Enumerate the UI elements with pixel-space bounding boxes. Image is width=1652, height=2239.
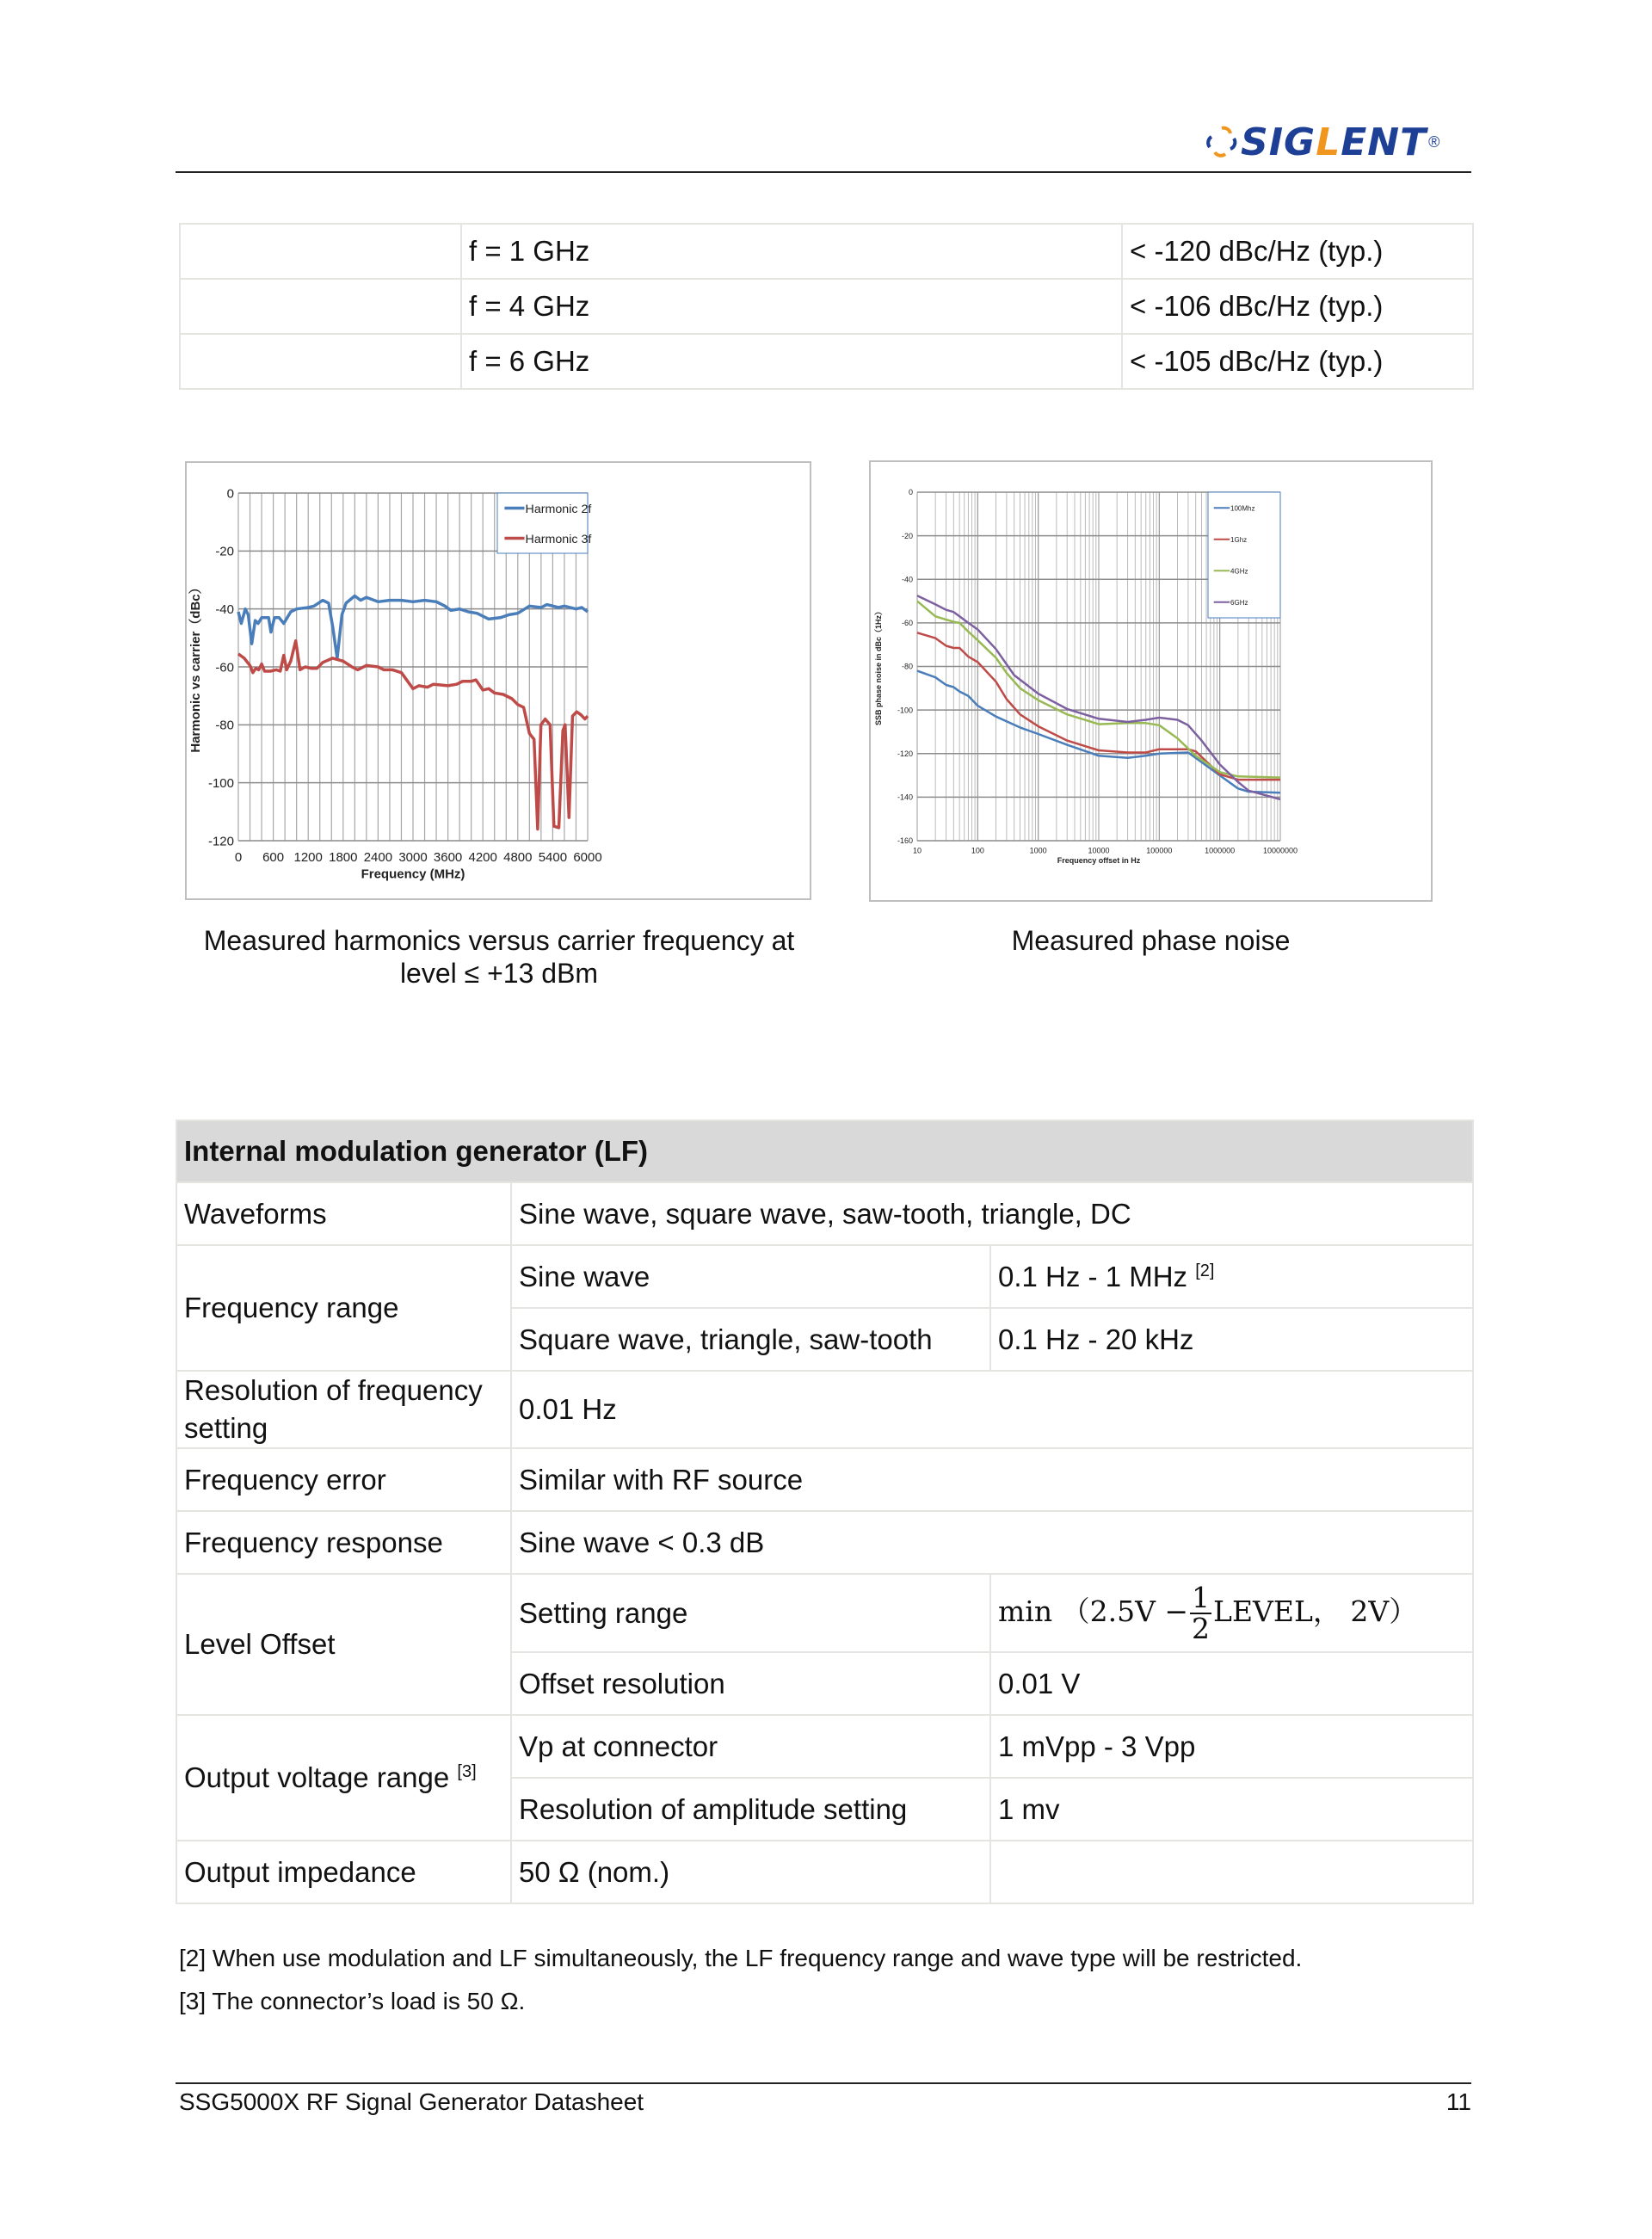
freq-value: < -105 dBc/Hz (typ.)	[1122, 334, 1473, 389]
fraction-num: 1	[1192, 1580, 1211, 1614]
logo-text: SIGLENT	[1241, 120, 1427, 164]
row-label: Frequency error	[176, 1448, 511, 1511]
y-tick-label: -100	[897, 706, 913, 715]
table-row	[176, 1371, 1473, 1448]
table-header	[176, 1120, 1473, 1182]
sub-label: Vp at connector	[511, 1715, 990, 1778]
sub-label: Offset resolution	[511, 1652, 990, 1715]
y-tick-label: -120	[897, 749, 913, 758]
table-row	[176, 1448, 1473, 1511]
row-label: Frequency range	[176, 1245, 511, 1371]
legend-label: 1Ghz	[1230, 535, 1248, 544]
x-tick-label: 10000000	[1262, 846, 1298, 855]
freq-label: f = 6 GHz	[461, 334, 1122, 389]
y-tick-label: -100	[207, 775, 234, 791]
y-tick-label: -160	[897, 836, 913, 846]
sub-label: Square wave, triangle, saw-tooth	[511, 1308, 990, 1371]
footnote: [2] When use modulation and LF simultaneously, the LF frequency range and wave type will be restricted.	[179, 1945, 1303, 1971]
x-tick-label: 1800	[329, 850, 358, 865]
table-row	[176, 1511, 1473, 1574]
x-axis-title: Frequency (MHz)	[361, 867, 465, 882]
row-value: 0.01 Hz	[511, 1371, 1473, 1448]
x-tick-label: 1000000	[1205, 846, 1236, 855]
y-tick-label: -80	[215, 718, 234, 733]
x-tick-label: 4200	[468, 850, 497, 865]
freq-label: f = 4 GHz	[461, 279, 1122, 334]
phase-noise-chart	[869, 460, 1433, 902]
y-tick-label: -140	[897, 793, 913, 802]
y-tick-label: -20	[215, 544, 234, 559]
legend-label: 4GHz	[1230, 567, 1248, 576]
freq-value: < -106 dBc/Hz (typ.)	[1122, 279, 1473, 334]
x-tick-label: 1200	[293, 850, 323, 865]
table-row	[176, 1245, 1473, 1308]
page-number: 11	[1446, 2088, 1471, 2115]
chart-border	[870, 461, 1432, 901]
table-row	[180, 224, 1473, 279]
sub-label: Sine wave	[511, 1245, 990, 1308]
row-label: Waveforms	[176, 1182, 511, 1245]
y-axis-title: Harmonic vs carrier（dBc）	[188, 581, 203, 753]
fraction-den: 2	[1192, 1611, 1211, 1645]
table-row	[176, 1574, 1473, 1652]
row-value: Similar with RF source	[511, 1448, 1473, 1511]
x-axis-title: Frequency offset in Hz	[1057, 856, 1141, 866]
table-title: Internal modulation generator (LF)	[176, 1120, 1473, 1182]
y-tick-label: 0	[908, 488, 913, 497]
y-tick-label: 0	[226, 486, 234, 502]
header-rule	[176, 171, 1471, 173]
lf-generator-table	[176, 1120, 1474, 1904]
row-label: Output impedance	[176, 1841, 511, 1903]
row-value: 1 mVpp - 3 Vpp	[990, 1715, 1473, 1778]
x-tick-label: 6000	[573, 850, 602, 865]
y-tick-label: -20	[901, 531, 913, 540]
row-value: 0.01 V	[990, 1652, 1473, 1715]
harmonics-chart	[185, 461, 811, 900]
table-row	[176, 1182, 1473, 1245]
row-value: 50 Ω (nom.)	[511, 1841, 990, 1903]
x-tick-label: 10	[912, 846, 922, 855]
legend-label: Harmonic 2f	[525, 502, 592, 516]
y-axis-title: SSB phase noise in dBc（1Hz）	[874, 607, 883, 726]
x-tick-label: 3000	[398, 850, 428, 865]
footnote: [3] The connector’s load is 50 Ω.	[179, 1988, 526, 2014]
table-row	[180, 279, 1473, 334]
y-tick-label: -60	[901, 619, 913, 628]
x-tick-label: 1000	[1029, 846, 1047, 855]
table-row	[176, 1715, 1473, 1778]
footnote-ref: [3]	[457, 1762, 477, 1781]
sub-label: Setting range	[511, 1574, 990, 1652]
row-value: 0.1 Hz - 20 kHz	[990, 1308, 1473, 1371]
formula-post: LEVEL， 2V）	[1213, 1594, 1418, 1628]
freq-value: < -120 dBc/Hz (typ.)	[1122, 224, 1473, 279]
row-value: Sine wave < 0.3 dB	[511, 1511, 1473, 1574]
row-label	[176, 1715, 511, 1841]
x-tick-label: 0	[234, 850, 243, 865]
row-value	[990, 1245, 1473, 1308]
x-tick-label: 2400	[363, 850, 393, 865]
x-tick-label: 600	[262, 850, 285, 865]
freq-label: f = 1 GHz	[461, 224, 1122, 279]
siglent-logo	[1203, 120, 1439, 163]
logo-reg: ®	[1428, 133, 1440, 151]
legend-label: 100Mhz	[1230, 504, 1255, 513]
label-text: Output voltage range	[184, 1761, 450, 1793]
x-tick-label: 5400	[538, 850, 568, 865]
y-tick-label: -60	[215, 660, 234, 675]
footnote-ref: [2]	[1195, 1261, 1215, 1280]
table-row	[180, 334, 1473, 389]
table-row	[176, 1841, 1473, 1903]
x-tick-label: 3600	[433, 850, 463, 865]
legend-label: Harmonic 3f	[525, 532, 592, 546]
row-label: Level Offset	[176, 1574, 511, 1715]
y-tick-label: -120	[207, 834, 234, 849]
y-tick-label: -40	[901, 575, 913, 584]
row-label: Resolution of frequency setting	[176, 1371, 511, 1448]
harmonics-caption: Measured harmonics versus carrier frequency at level ≤ +13 dBm	[203, 925, 795, 989]
x-tick-label: 100000	[1146, 846, 1173, 855]
x-tick-label: 10000	[1088, 846, 1110, 855]
x-tick-label: 4800	[503, 850, 533, 865]
y-tick-label: -40	[215, 601, 234, 617]
value-text: 0.1 Hz - 1 MHz	[998, 1260, 1188, 1292]
phase-noise-spec-table	[179, 223, 1474, 390]
row-value: Sine wave, square wave, saw-tooth, triangle, DC	[511, 1182, 1473, 1245]
footer-rule	[176, 2082, 1471, 2084]
row-value: 1 mv	[990, 1778, 1473, 1841]
sub-label: Resolution of amplitude setting	[511, 1778, 990, 1841]
footer-doc-title: SSG5000X RF Signal Generator Datasheet	[179, 2088, 644, 2115]
logo-swirl-icon	[1203, 123, 1241, 161]
legend-label: 6GHz	[1230, 598, 1248, 607]
y-tick-label: -80	[901, 662, 913, 671]
fraction	[1190, 1580, 1211, 1645]
phase-noise-caption: Measured phase noise	[1011, 925, 1291, 956]
x-tick-label: 100	[971, 846, 984, 855]
setting-range-formula	[990, 1574, 1473, 1652]
formula-pre: min （2.5V −	[998, 1594, 1189, 1628]
row-label: Frequency response	[176, 1511, 511, 1574]
